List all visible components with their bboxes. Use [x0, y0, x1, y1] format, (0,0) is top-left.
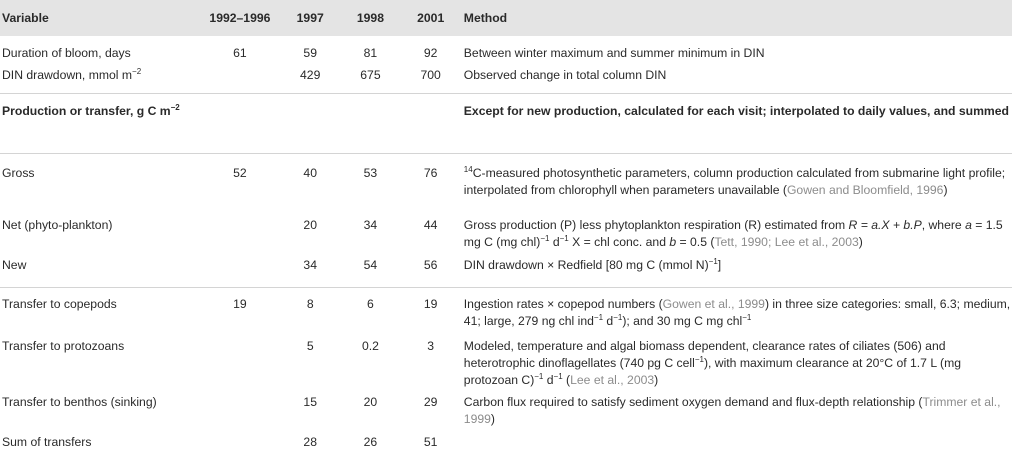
cell-value: 40	[279, 154, 339, 218]
header-1998: 1998	[339, 0, 399, 36]
cell-value: 26	[363, 435, 378, 449]
cell-method: DIN drawdown × Redfield [80 mg C (mmol N)$^{-1}$]	[463, 257, 722, 272]
row-label: Transfer to copepods	[0, 288, 199, 339]
row-label: Net (phyto-plankton)	[2, 218, 113, 232]
cell-value: 92	[423, 46, 438, 60]
citation-link[interactable]: Trimmer et al., 1999	[463, 395, 1001, 426]
cell-value: 0.2	[361, 339, 379, 353]
cell-value: 61	[233, 46, 247, 60]
cell-method: Between winter maximum and summer minimum in DIN	[463, 46, 765, 60]
cell-value: 429	[300, 68, 321, 82]
cell-method: Modeled, temperature and algal biomass dependent, clearance rates of ciliates (506) and heterotrophic dinoflagellates (740 pg C cell$^{-1}$), with maximum clearance at 20°C of 1.7 L (mg protozoan C)$^{-1}$ $d^{-1}$ (Lee et al., 2003)	[463, 339, 962, 387]
header-method: Method	[460, 0, 1012, 36]
row-label: Gross	[0, 154, 199, 218]
section-heading: Production or transfer, g C $m^{-2}$	[0, 94, 199, 154]
cell-value: 20	[303, 218, 317, 232]
section-method: Except for new production, calculated for each visit; interpolated to daily values, and summed	[460, 94, 1012, 154]
cell-value: 81	[363, 46, 378, 60]
cell-value: 56	[423, 258, 438, 272]
header-variable: Variable	[0, 0, 199, 36]
table-row-copepods	[0, 288, 1012, 339]
cell-value: 53	[339, 154, 399, 218]
cell-value: 20	[363, 395, 378, 409]
table-row-production-heading	[0, 94, 1012, 154]
cell-value: 44	[423, 218, 438, 232]
cell-value: 29	[423, 395, 438, 409]
cell-value: 51	[423, 435, 438, 449]
table-row-benthos	[0, 394, 1012, 434]
row-label: Sum of transfers	[2, 435, 92, 449]
table-row-protozoans	[0, 338, 1012, 394]
table-row-din	[0, 67, 1012, 94]
table-row-sum	[0, 434, 1012, 451]
cell-value: 5	[306, 339, 314, 353]
cell-method: Carbon flux required to satisfy sediment oxygen demand and flux-depth relationship (Trimmer et al., 1999)	[463, 395, 1001, 426]
cell-method: Gross production (P) less phytoplankton respiration (R) estimated from R = a.X + b.P, where a = 1.5 mg C (mg chl)$^{-1}$ $d^{-1}$ X = chl conc. and b = 0.5 (Tett, 1990; Lee et al., 2003)	[463, 218, 1003, 249]
header-row	[0, 0, 1012, 36]
cell-value: 59	[303, 46, 317, 60]
citation-link[interactable]: Gowen et al., 1999	[662, 297, 765, 311]
row-label: Transfer to protozoans	[2, 339, 125, 353]
table-row-new	[0, 257, 1012, 288]
row-label: Duration of bloom, days	[2, 46, 131, 60]
header-1992-1996: 1992–1996	[199, 0, 279, 36]
table-row-net	[0, 217, 1012, 257]
table-row	[0, 36, 1012, 45]
cell-value: 6	[339, 288, 399, 339]
cell-value: 34	[363, 218, 378, 232]
cell-value: 54	[363, 258, 378, 272]
row-label: DIN drawdown, mmol $m^{-2}$	[2, 67, 142, 82]
row-label: New	[2, 258, 27, 272]
cell-value: 700	[420, 68, 441, 82]
citation-link[interactable]: Tett, 1990; Lee et al., 2003	[714, 235, 859, 249]
row-label: Transfer to benthos (sinking)	[2, 395, 157, 409]
cell-value: 3	[427, 339, 435, 353]
table-row-gross	[0, 154, 1012, 218]
cell-method: Ingestion rates × copepod numbers (Gowen et al., 1999) in three size categories: small, 6.3; medium, 41; large, 279 ng chl ind$^{-1}$ $d^{-1}$); and 30 mg C mg chl$^{-1}$	[460, 288, 1012, 339]
cell-value: 15	[303, 395, 317, 409]
table-row-duration	[0, 45, 1012, 67]
cell-value: 19	[400, 288, 460, 339]
header-2001: 2001	[400, 0, 460, 36]
citation-link[interactable]: Lee et al., 2003	[570, 373, 655, 387]
cell-value: 19	[199, 288, 279, 339]
header-1997: 1997	[279, 0, 339, 36]
citation-link[interactable]: Gowen and Bloomfield, 1996	[786, 183, 944, 197]
cell-value: 76	[400, 154, 460, 218]
cell-value: 34	[303, 258, 317, 272]
cell-value: 28	[303, 435, 317, 449]
cell-value: 52	[199, 154, 279, 218]
cell-method: Observed change in total column DIN	[463, 68, 667, 82]
cell-value: 675	[360, 68, 381, 82]
cell-value: 8	[279, 288, 339, 339]
cell-method: $^{14}$C-measured photosynthetic parameters, column production calculated from submarine light profile; interpolated from chlorophyll when parameters unavailable (Gowen and Bloomfield, 1996)	[460, 154, 1012, 218]
